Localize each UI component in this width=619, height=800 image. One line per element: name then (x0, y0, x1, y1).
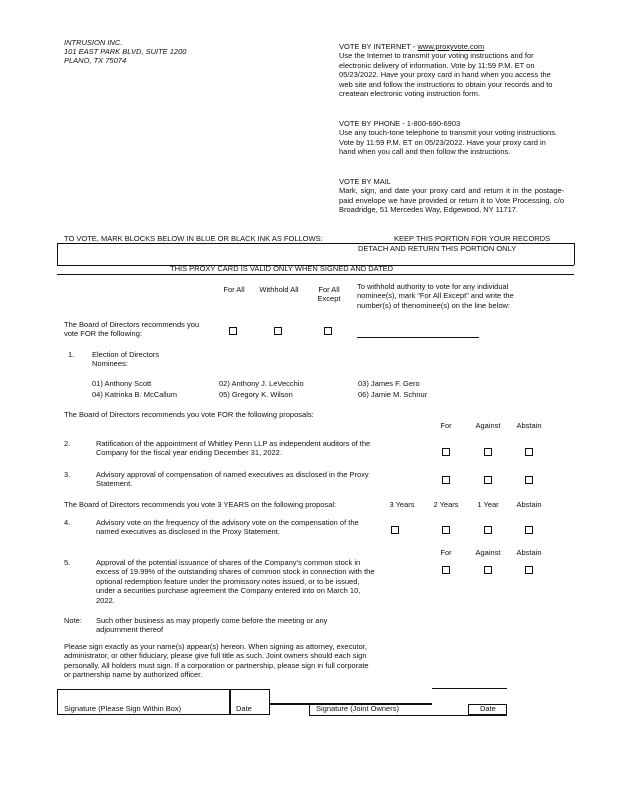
vote-mail-heading: VOTE BY MAIL (339, 177, 391, 186)
one-year-header: 1 Year (477, 500, 499, 509)
nominees-label: Nominees: (92, 359, 128, 368)
against-header: Against (475, 421, 501, 430)
proposal-4-abstain-checkbox[interactable] (525, 526, 533, 534)
vote-mail-block (339, 177, 564, 215)
for-header-5: For (440, 548, 452, 557)
vote-internet-block (339, 42, 564, 98)
detach-label: DETACH AND RETURN THIS PORTION ONLY (358, 244, 517, 253)
joint-signature-bottom-line (309, 715, 507, 716)
for-all-checkbox[interactable] (229, 327, 237, 335)
proposal-5-against-checkbox[interactable] (484, 566, 492, 574)
nominee-item: 01) Anthony Scott (92, 379, 152, 388)
vote-mail-body: Mark, sign, and date your proxy card and return it in the postage- paid envelope we have provided or return it to Vote Processing, c/o Broadridge, 51 Mercedes Way, Edgewood, NY 11717. (339, 186, 564, 215)
abstain-frequency-header: Abstain (516, 500, 542, 509)
proposal-4-one-year-checkbox[interactable] (484, 526, 492, 534)
withhold-all-header: Withhold All (259, 285, 299, 294)
proposal-5-number: 5. (64, 558, 71, 567)
company-address (64, 38, 186, 65)
nominee-item: 06) Jamie M. Schnur (358, 390, 428, 399)
proposal-4-text: Advisory vote on the frequency of the advisory vote on the compensation of the named executives as disclosed in the Proxy Statement. (96, 518, 359, 537)
proposal-3-text: Advisory approval of compensation of named executives as disclosed in the Proxy Statement. (96, 470, 369, 489)
proxyvote-link[interactable]: www.proxyvote.com (417, 42, 485, 51)
for-all-except-checkbox[interactable] (324, 327, 332, 335)
address-line-2: 101 EAST PARK BLVD, SUITE 1200 (64, 47, 187, 56)
proposal-3-number: 3. (64, 470, 71, 479)
three-years-header: 3 Years (389, 500, 415, 509)
valid-notice: THIS PROXY CARD IS VALID ONLY WHEN SIGNED AND DATED (170, 264, 394, 273)
note-label: Note: (64, 616, 82, 625)
for-all-except-header: For All Except (317, 285, 341, 304)
nominee-item: 02) Anthony J. LeVecchio (219, 379, 304, 388)
for-header: For (440, 421, 452, 430)
vote-phone-heading: VOTE BY PHONE - 1-800-690-6903 (339, 119, 461, 128)
withhold-all-checkbox[interactable] (274, 327, 282, 335)
note-text: Such other business as may properly come before the meeting or any adjournment thereof (96, 616, 328, 635)
proposal-5-for-checkbox[interactable] (442, 566, 450, 574)
proposal-2-number: 2. (64, 439, 71, 448)
proposals-heading: The Board of Directors recommends you vote FOR the following proposals: (64, 410, 314, 419)
divider-bottom (57, 274, 574, 275)
vote-phone-block (339, 119, 564, 157)
signature-label: Signature (Please Sign Within Box) (64, 704, 182, 713)
election-title: Election of Directors (92, 350, 160, 359)
two-years-header: 2 Years (433, 500, 459, 509)
board-recommends-for: The Board of Directors recommends you vote FOR the following: (64, 320, 200, 339)
vote-internet-heading: VOTE BY INTERNET - (339, 42, 418, 51)
proposal-5-abstain-checkbox[interactable] (525, 566, 533, 574)
mark-blocks-instruction: TO VOTE, MARK BLOCKS BELOW IN BLUE OR BLACK INK AS FOLLOWS: (64, 234, 323, 243)
vote-phone-body: Use any touch-tone telephone to transmit your voting instructions. Vote by 11:59 P.M. ET on 05/23/2022. Have your proxy card in hand when you call and then follow the instructions. (339, 128, 558, 157)
signing-instructions: Please sign exactly as your name(s) appear(s) hereon. When signing as attorney, executor, administrator, or other fiduciary, please give full title as such. Joint owners should each sign personally. All holders must sign. If a corporation or partnership, please sign in full corporate or partnership name by authorized officer. (64, 642, 369, 680)
proposal-3-against-checkbox[interactable] (484, 476, 492, 484)
proposal-4-number: 4. (64, 518, 71, 527)
address-line-3: PLANO, TX 75074 (64, 56, 127, 65)
withhold-note: To withhold authority to vote for any individual nominee(s), mark “For All Except” and write the number(s) of thenominee(s) on the line below: (357, 282, 514, 310)
nominee-item: 04) Katrinka B. McCallum (92, 390, 178, 399)
nominee-number-line[interactable] (357, 337, 479, 338)
joint-signature-left-edge (309, 704, 310, 715)
abstain-header-5: Abstain (516, 548, 542, 557)
joint-signature-label: Signature (Joint Owners) (316, 704, 399, 713)
joint-date-top-line (432, 688, 507, 689)
proposal-4-three-years-checkbox[interactable] (391, 526, 399, 534)
proposal-3-for-checkbox[interactable] (442, 476, 450, 484)
divider-right (574, 243, 575, 265)
proposal-4-two-years-checkbox[interactable] (442, 526, 450, 534)
frequency-heading: The Board of Directors recommends you vote 3 YEARS on the following proposal: (64, 500, 337, 509)
nominee-item: 03) James F. Gero (358, 379, 420, 388)
against-header-5: Against (475, 548, 501, 557)
nominee-item: 05) Gregory K. Wilson (219, 390, 293, 399)
date-label: Date (236, 704, 252, 713)
proposal-2-for-checkbox[interactable] (442, 448, 450, 456)
election-number: 1. (68, 350, 75, 359)
proposal-2-text: Ratification of the appointment of Whitley Penn LLP as independent auditors of the Company for the fiscal year ending December 31, 2022. (96, 439, 371, 458)
for-all-header: For All (223, 285, 245, 294)
keep-portion-label: KEEP THIS PORTION FOR YOUR RECORDS (394, 234, 551, 243)
proposal-2-abstain-checkbox[interactable] (525, 448, 533, 456)
proposal-5-text: Approval of the potential issuance of shares of the Company’s common stock in excess of 19.99% of the outstanding shares of common stock in connection with the optional redemption feature under the promissory notes issued, or to be issued, under a securities purchase agreement the Company entered into on March 10, 2022. (96, 558, 375, 605)
address-line-1: INTRUSION INC. (64, 38, 123, 47)
proposal-3-abstain-checkbox[interactable] (525, 476, 533, 484)
vote-internet-body: Use the Internet to transmit your voting instructions and for electronic delivery of information. Vote by 11:59 P.M. ET on 05/23/2022. Have your proxy card in hand when you access the web site and follow the instructions to obtain your records and to createan electronic voting instruction form. (339, 51, 553, 98)
divider-left (57, 243, 58, 265)
joint-date-label: Date (480, 704, 496, 713)
proposal-2-against-checkbox[interactable] (484, 448, 492, 456)
abstain-header: Abstain (516, 421, 542, 430)
